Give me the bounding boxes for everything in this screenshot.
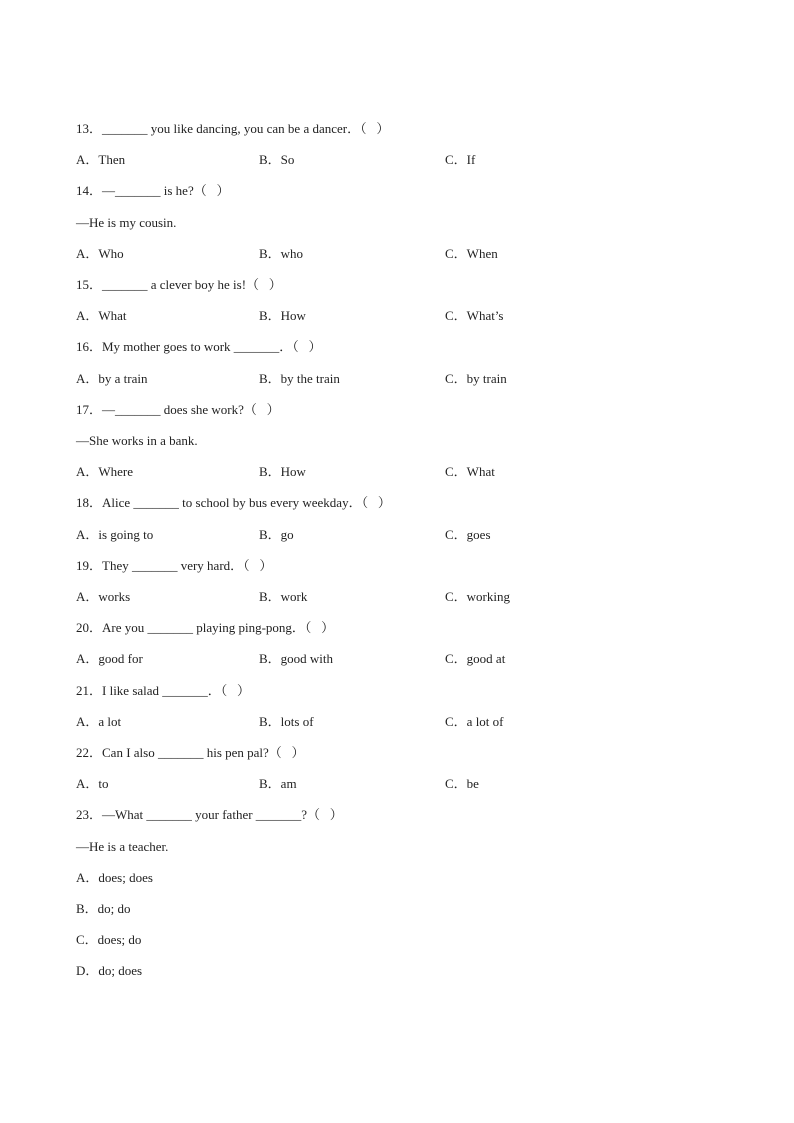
question-21-stem: 21．I like salad _______．（ ） bbox=[76, 683, 251, 698]
question-20-option-a: A．good for bbox=[76, 651, 143, 666]
question-13-stem: 13．_______ you like dancing, you can be a dancer．（ ） bbox=[76, 121, 390, 136]
question-13-option-b: B．So bbox=[259, 152, 295, 167]
question-15-option-b: B．How bbox=[259, 308, 306, 323]
question-19-option-b: B．work bbox=[259, 589, 308, 604]
question-16-option-c: C．by train bbox=[445, 371, 507, 386]
question-14-option-a: A．Who bbox=[76, 246, 124, 261]
question-18-option-b: B．go bbox=[259, 527, 294, 542]
question-14-option-c: C．When bbox=[445, 246, 498, 261]
question-17-option-b: B．How bbox=[259, 464, 306, 479]
question-18-option-a: A．is going to bbox=[76, 527, 154, 542]
question-23-stem: 23．—What _______ your father _______?（ ） bbox=[76, 807, 343, 822]
question-19-stem: 19．They _______ very hard．（ ） bbox=[76, 558, 273, 573]
question-15-option-c: C．What’s bbox=[445, 308, 504, 323]
question-19-option-c: C．working bbox=[445, 589, 511, 604]
question-18-stem: 18．Alice _______ to school by bus every weekday．（ ） bbox=[76, 495, 391, 510]
question-14-option-b: B．who bbox=[259, 246, 304, 261]
question-22-option-a: A．to bbox=[76, 776, 109, 791]
question-23-option-c: C．does; do bbox=[76, 932, 142, 947]
question-17-option-c: C．What bbox=[445, 464, 495, 479]
question-22-option-c: C．be bbox=[445, 776, 479, 791]
question-17-response: —She works in a bank. bbox=[76, 433, 198, 448]
question-23-option-a: A．does; does bbox=[76, 870, 153, 885]
question-16-stem: 16．My mother goes to work _______．（ ） bbox=[76, 339, 322, 354]
question-21-option-c: C．a lot of bbox=[445, 714, 504, 729]
question-14-response: —He is my cousin. bbox=[76, 215, 177, 230]
question-17-stem: 17．—_______ does she work?（ ） bbox=[76, 402, 280, 417]
question-23-option-d: D．do; does bbox=[76, 963, 143, 978]
question-21-option-a: A．a lot bbox=[76, 714, 122, 729]
question-20-stem: 20．Are you _______ playing ping-pong．（ ） bbox=[76, 620, 335, 635]
question-22-stem: 22．Can I also _______ his pen pal?（ ） bbox=[76, 745, 305, 760]
question-13-option-c: C．If bbox=[445, 152, 476, 167]
question-20-option-b: B．good with bbox=[259, 651, 334, 666]
question-14-stem: 14．—_______ is he?（ ） bbox=[76, 183, 230, 198]
question-22-option-b: B．am bbox=[259, 776, 297, 791]
question-19-option-a: A．works bbox=[76, 589, 131, 604]
question-21-option-b: B．lots of bbox=[259, 714, 314, 729]
question-16-option-a: A．by a train bbox=[76, 371, 148, 386]
question-20-option-c: C．good at bbox=[445, 651, 506, 666]
question-16-option-b: B．by the train bbox=[259, 371, 340, 386]
question-13-option-a: A．Then bbox=[76, 152, 126, 167]
question-15-stem: 15．_______ a clever boy he is!（ ） bbox=[76, 277, 282, 292]
question-15-option-a: A．What bbox=[76, 308, 127, 323]
question-23-response: —He is a teacher. bbox=[76, 839, 169, 854]
question-23-option-b: B．do; do bbox=[76, 901, 131, 916]
question-17-option-a: A．Where bbox=[76, 464, 134, 479]
question-18-option-c: C．goes bbox=[445, 527, 491, 542]
